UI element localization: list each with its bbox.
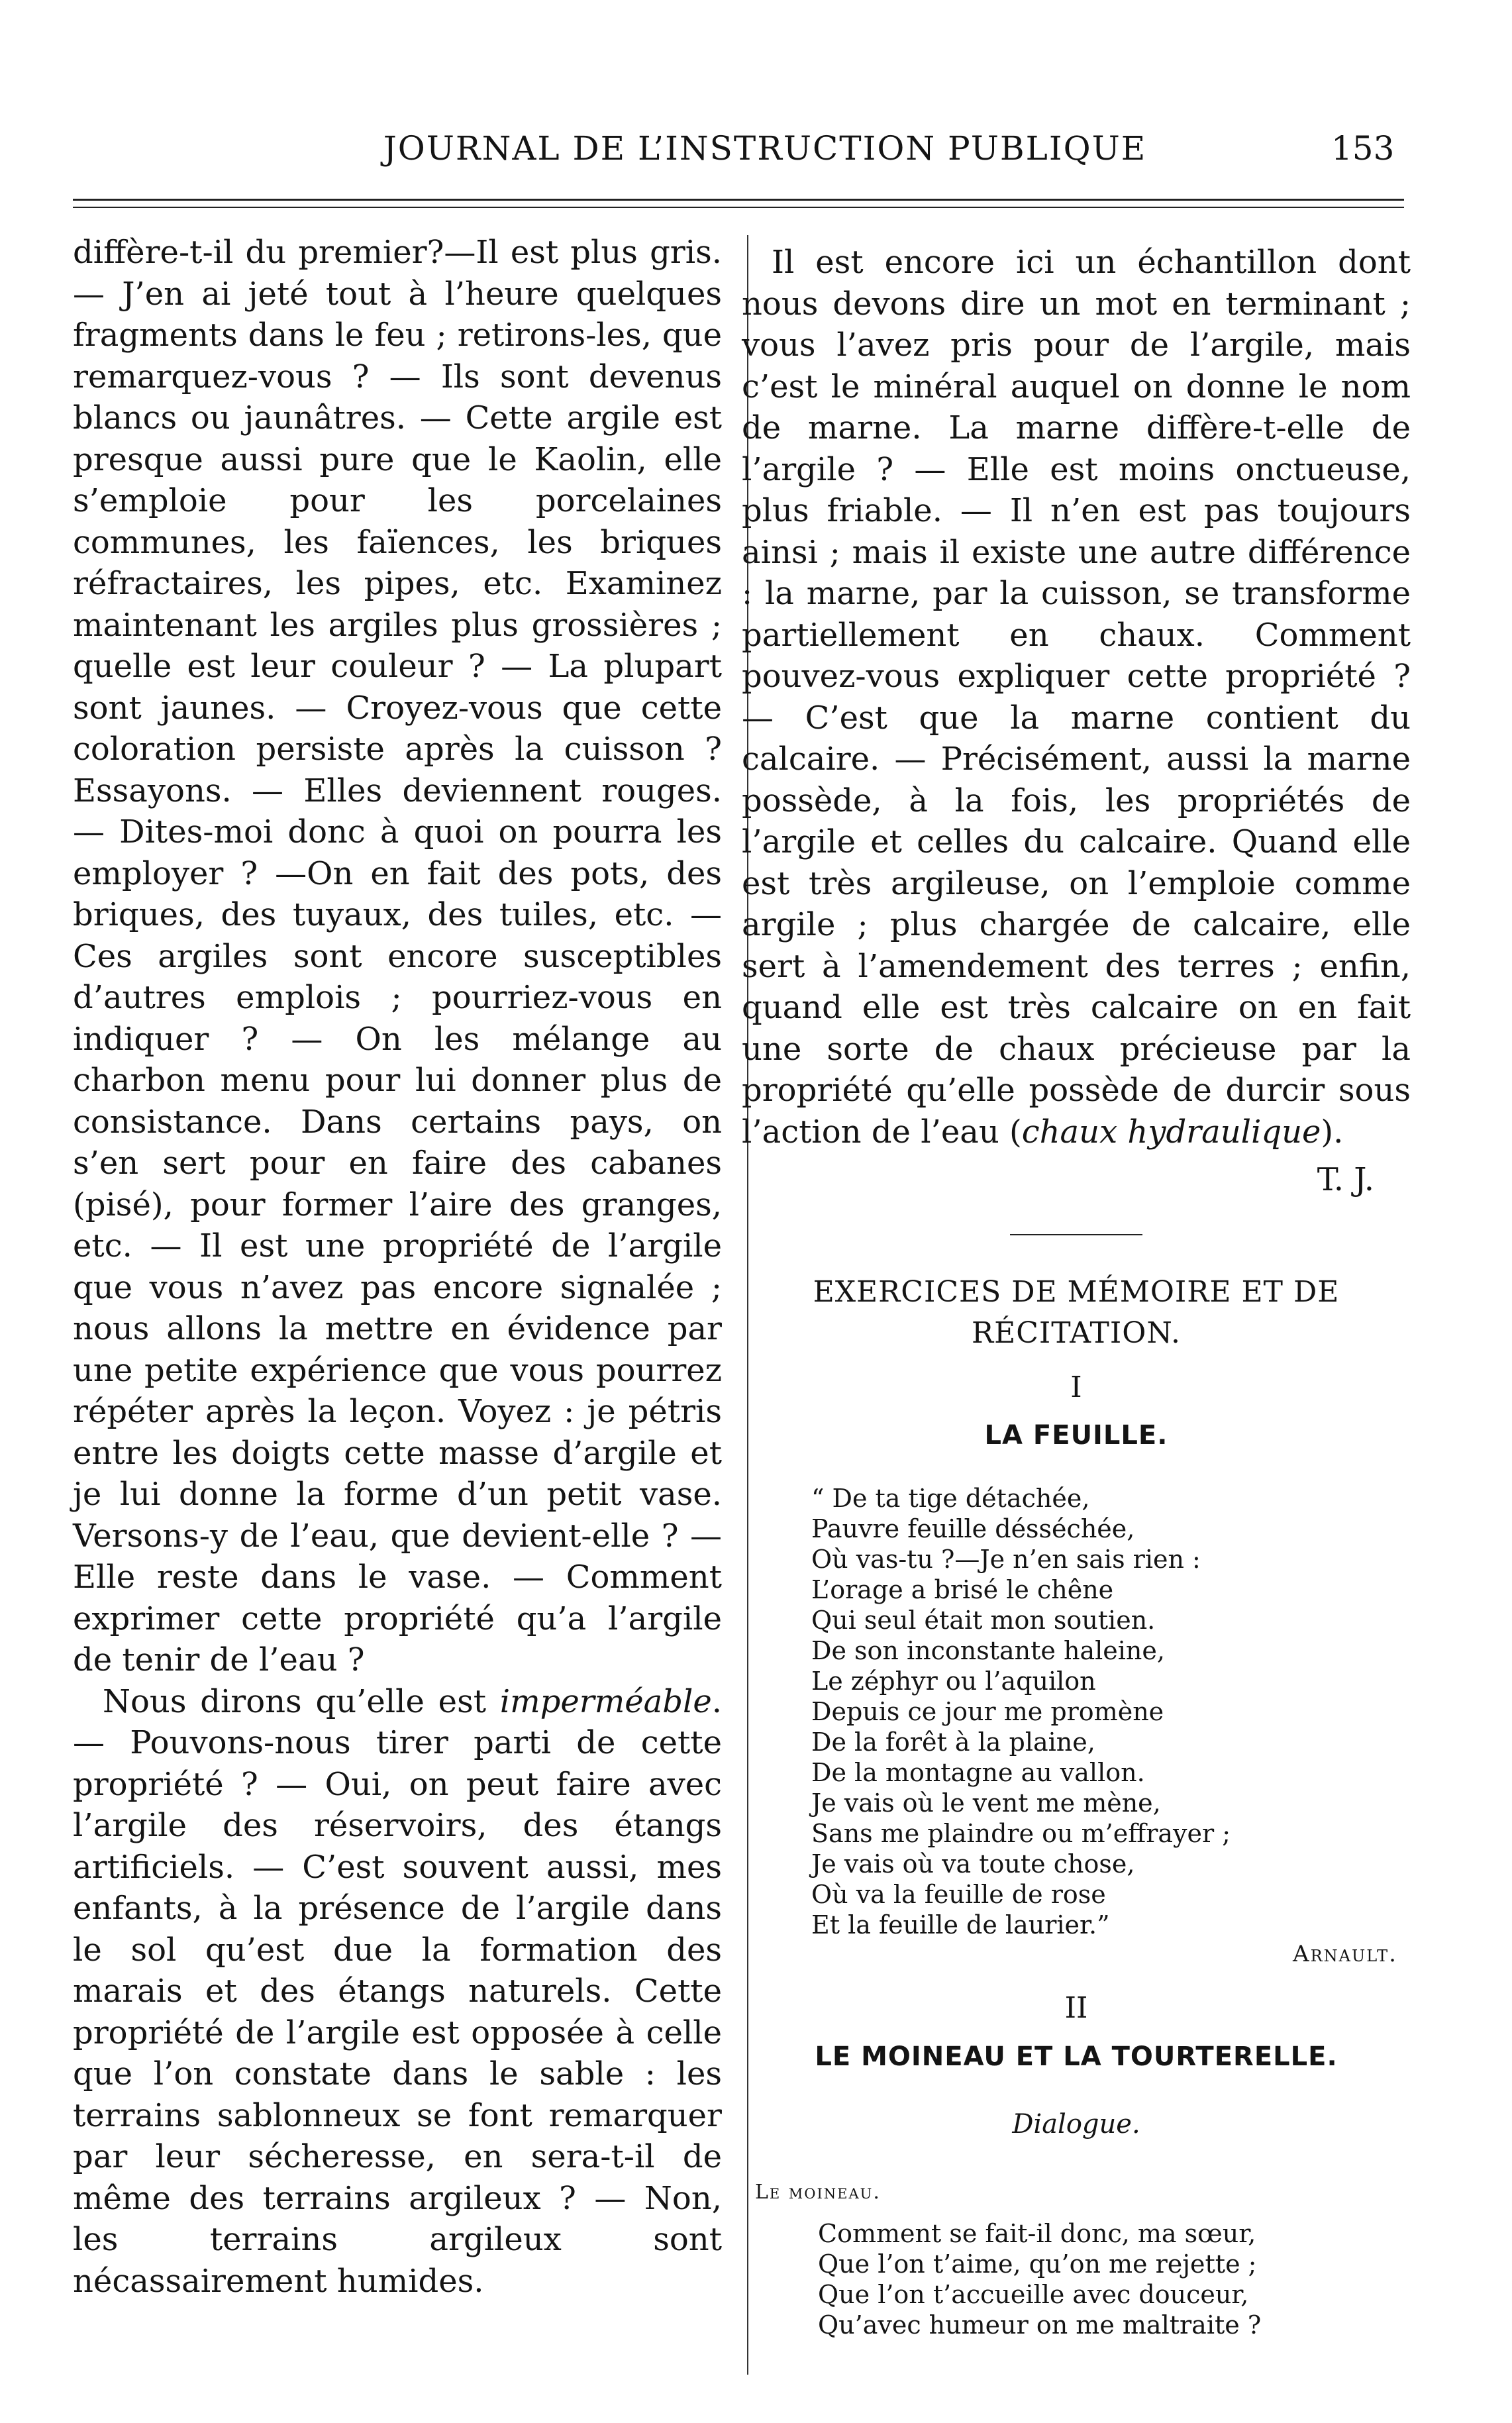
poem-line: Et la feuille de laurier.” bbox=[811, 1910, 1110, 1939]
right-paragraph-start: Il est encore ici un échantillon dont nous devons dire un mot en terminant ; vous l’avez pris pour de l’argile, mais c’est le minéral auquel on donne le nom de marne. La marne diffère-t-elle de l’argile ? — Elle est moins onctueuse, plus friable. — Il n’en est pas toujours ainsi ; mais il existe une autre différence : la marne, par la cuisson, se transforme partiellement en chaux. Comment pouvez-vous expliquer cette propriété ? — C’est que la marne contient du calcaire. — Précisément, aussi la marne possède, à la fois, les propriétés de l’argile et celles du calcaire. Quand elle est très argileuse, on l’emploie comme argile ; plus chargée de calcaire, elle sert à l’amendement des terres ; enfin, quand elle est très calcaire on en fait une sorte de chaux précieuse par la propriété qu’elle possède de durcir sous l’action de l’eau ( bbox=[742, 244, 1411, 1151]
poem-line: Le zéphyr ou l’aquilon bbox=[811, 1666, 1096, 1696]
part-numeral-2: II bbox=[1064, 1991, 1088, 2025]
poem-2-subtitle: Dialogue. bbox=[1012, 2109, 1140, 2139]
poem-1-author: Arnault. bbox=[1293, 1940, 1397, 1967]
part-numeral-1: I bbox=[1070, 1370, 1082, 1404]
poem-1-title: LA FEUILLE. bbox=[984, 1420, 1168, 1451]
poem-line: “ De ta tige détachée, bbox=[811, 1483, 1090, 1513]
right-paragraph-end: ). bbox=[1321, 1113, 1344, 1151]
article-signature: T. J. bbox=[1317, 1161, 1374, 1198]
header-rule-thin bbox=[73, 199, 1404, 201]
poem-1 bbox=[811, 1483, 1411, 1940]
poem-line: Comment se fait-il donc, ma sœur, bbox=[818, 2219, 1256, 2248]
poem-line: De la montagne au vallon. bbox=[811, 1757, 1145, 1787]
running-header: JOURNAL DE L’INSTRUCTION PUBLIQUE bbox=[383, 129, 1147, 168]
left-paragraph-2 bbox=[73, 1681, 722, 2302]
section-title-line-1: EXERCICES DE MÉMOIRE ET DE bbox=[813, 1274, 1340, 1309]
left-column bbox=[73, 232, 722, 2302]
poem-line: Sans me plaindre ou m’effrayer ; bbox=[811, 1818, 1231, 1848]
poem-line: Qu’avec humeur on me maltraite ? bbox=[818, 2310, 1262, 2340]
left-paragraph-2-end: . — Pouvons-nous tirer parti de cette propriété ? — Oui, on peut faire avec l’argile des réservoirs, des étangs artificiels. — C’est souvent aussi, mes enfants, à la présence de l’argile dans le sol qu’est due la formation des marais et des étangs naturels. Cette propriété de l’argile est opposée à celle que l’on constate dans le sable : les terrains sablonneux se font remarquer par leur sécheresse, en sera-t-il de même des terrains argileux ? — Non, les terrains argileux sont nécassairement humides. bbox=[73, 1682, 722, 2300]
left-paragraph-2-start: Nous dirons qu’elle est bbox=[103, 1682, 500, 1720]
poem-2-title: LE MOINEAU ET LA TOURTERELLE. bbox=[815, 2041, 1338, 2072]
poem-line: Pauvre feuille désséchée, bbox=[811, 1514, 1135, 1543]
poem-line: De la forêt à la plaine, bbox=[811, 1727, 1095, 1757]
poem-line: Où va la feuille de rose bbox=[811, 1879, 1106, 1909]
poem-line: Depuis ce jour me promène bbox=[811, 1696, 1164, 1726]
poem-line: Que l’on t’accueille avec douceur, bbox=[818, 2280, 1249, 2309]
left-paragraph-1: diffère-t-il du premier?—Il est plus gris. — J’en ai jeté tout à l’heure quelques fragments dans le feu ; retirons-les, que remarquez-vous ? — Ils sont devenus blancs ou jaunâtres. — Cette argile est presque aussi pure que le Kaolin, elle s’emploie pour les porcelaines communes, les faïences, les briques réfractaires, les pipes, etc. Examinez maintenant les argiles plus grossières ; quelle est leur couleur ? — La plupart sont jaunes. — Croyez-vous que cette coloration persiste après la cuisson ? Essayons. — Elles deviennent rouges. — Dites-moi donc à quoi on pourra les employer ? —On en fait des pots, des briques, des tuyaux, des tuiles, etc. — Ces argiles sont encore susceptibles d’autres emplois ; pourriez-vous en indiquer ? — On les mélange au charbon menu pour lui donner plus de consistance. Dans certains pays, on s’en sert pour en faire des cabanes (pisé), pour former l’aire des granges, etc. — Il est une propriété de l’argile que vous n’avez pas encore signalée ; nous allons la mettre en évidence par une petite expérience que vous pourrez répéter après la leçon. Voyez : je pétris entre les doigts cette masse d’argile et je lui donne la forme d’un petit vase. Versons-y de l’eau, que devient-elle ? — Elle reste dans le vase. — Comment exprimer cette propriété qu’a l’argile de tenir de l’eau ? bbox=[73, 234, 722, 1678]
left-paragraph-2-italic: imperméable bbox=[499, 1682, 712, 1720]
section-title-line-2: RÉCITATION. bbox=[971, 1315, 1182, 1350]
right-column bbox=[742, 242, 1411, 2340]
right-paragraph-italic: chaux hydraulique bbox=[1021, 1113, 1321, 1151]
poem-line: De son inconstante haleine, bbox=[811, 1635, 1165, 1665]
right-paragraph bbox=[742, 242, 1411, 1153]
speaker-label: Le moineau. bbox=[755, 2180, 881, 2204]
page-number: 153 bbox=[1331, 129, 1395, 168]
poem-line: Que l’on t’aime, qu’on me rejette ; bbox=[818, 2249, 1257, 2279]
section-divider bbox=[1010, 1234, 1142, 1235]
poem-line: Je vais où va toute chose, bbox=[811, 1849, 1135, 1879]
poem-line: Qui seul était mon soutien. bbox=[811, 1605, 1156, 1635]
header-rule-thick bbox=[73, 207, 1404, 208]
poem-2 bbox=[818, 2218, 1411, 2340]
poem-line: Je vais où le vent me mène, bbox=[811, 1788, 1161, 1818]
poem-line: L’orage a brisé le chêne bbox=[811, 1574, 1114, 1604]
poem-line: Où vas-tu ?—Je n’en sais rien : bbox=[811, 1544, 1201, 1574]
